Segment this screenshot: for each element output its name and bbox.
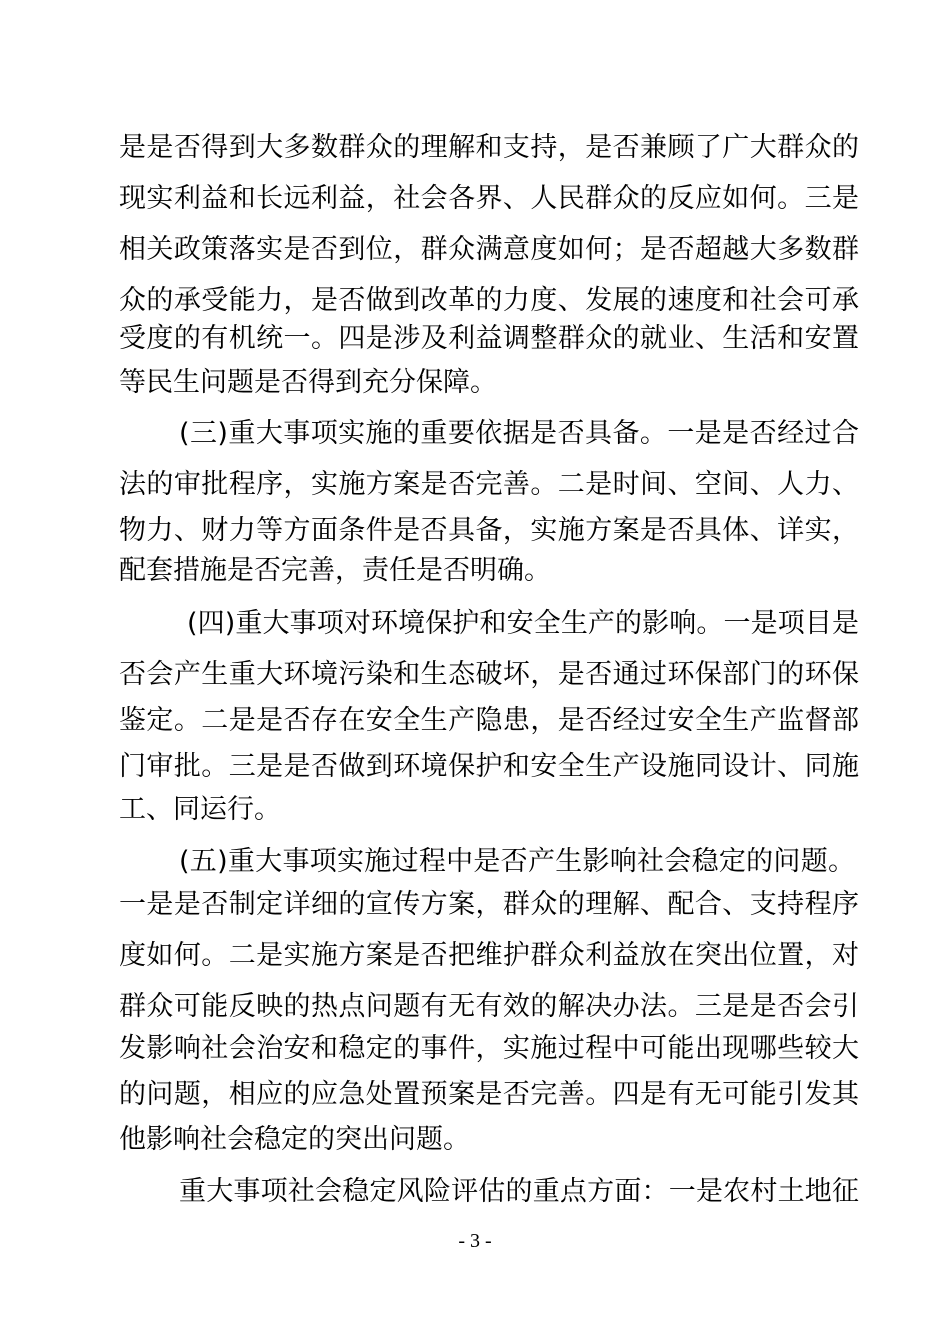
text-line-22: 他影响社会稳定的突出问题。 — [119, 1124, 470, 1155]
text-line-17: 一是是否制定详细的宣传方案，群众的理解、配合、支持程序 — [119, 889, 859, 920]
text-line-13: 鉴定。二是是否存在安全生产隐患，是否经过安全生产监督部 — [119, 705, 859, 736]
text-line-14: 门审批。三是是否做到环境保护和安全生产设施同设计、同施 — [119, 751, 859, 782]
text-line-19: 群众可能反映的热点问题有无有效的解决办法。三是是否会引 — [119, 991, 859, 1022]
text-line-10: 配套措施是否完善，责任是否明确。 — [119, 555, 551, 586]
text-line-21: 的问题，相应的应急处置预案是否完善。四是有无可能引发其 — [119, 1079, 859, 1110]
text-line-6: 等民生问题是否得到充分保障。 — [119, 367, 497, 398]
text-line-16: (五)重大事项实施过程中是否产生影响社会稳定的问题。 — [179, 846, 855, 877]
page-number: - 3 - — [458, 1230, 492, 1252]
text-line-9: 物力、财力等方面条件是否具备，实施方案是否具体、详实， — [119, 515, 859, 546]
text-line-23: 重大事项社会稳定风险评估的重点方面：一是农村土地征 — [179, 1176, 859, 1207]
text-line-2: 现实利益和长远利益，社会各界、人民群众的反应如何。三是 — [119, 183, 859, 214]
text-line-20: 发影响社会治安和稳定的事件，实施过程中可能出现哪些较大 — [119, 1033, 859, 1064]
text-line-3: 相关政策落实是否到位，群众满意度如何；是否超越大多数群 — [119, 234, 859, 265]
text-line-8: 法的审批程序，实施方案是否完善。二是时间、空间、人力、 — [119, 469, 859, 500]
text-line-7: (三)重大事项实施的重要依据是否具备。一是是否经过合 — [179, 418, 859, 449]
text-line-4: 众的承受能力，是否做到改革的力度、发展的速度和社会可承 — [119, 285, 859, 316]
text-line-1: 是是否得到大多数群众的理解和支持，是否兼顾了广大群众的 — [119, 132, 859, 163]
text-line-15: 工、同运行。 — [119, 794, 281, 825]
text-line-5: 受度的有机统一。四是涉及利益调整群众的就业、生活和安置 — [119, 323, 859, 354]
text-line-11: (四)重大事项对环境保护和安全生产的影响。一是项目是 — [187, 608, 859, 639]
text-line-18: 度如何。二是实施方案是否把维护群众利益放在突出位置，对 — [119, 940, 859, 971]
text-line-12: 否会产生重大环境污染和生态破坏，是否通过环保部门的环保 — [119, 659, 859, 690]
